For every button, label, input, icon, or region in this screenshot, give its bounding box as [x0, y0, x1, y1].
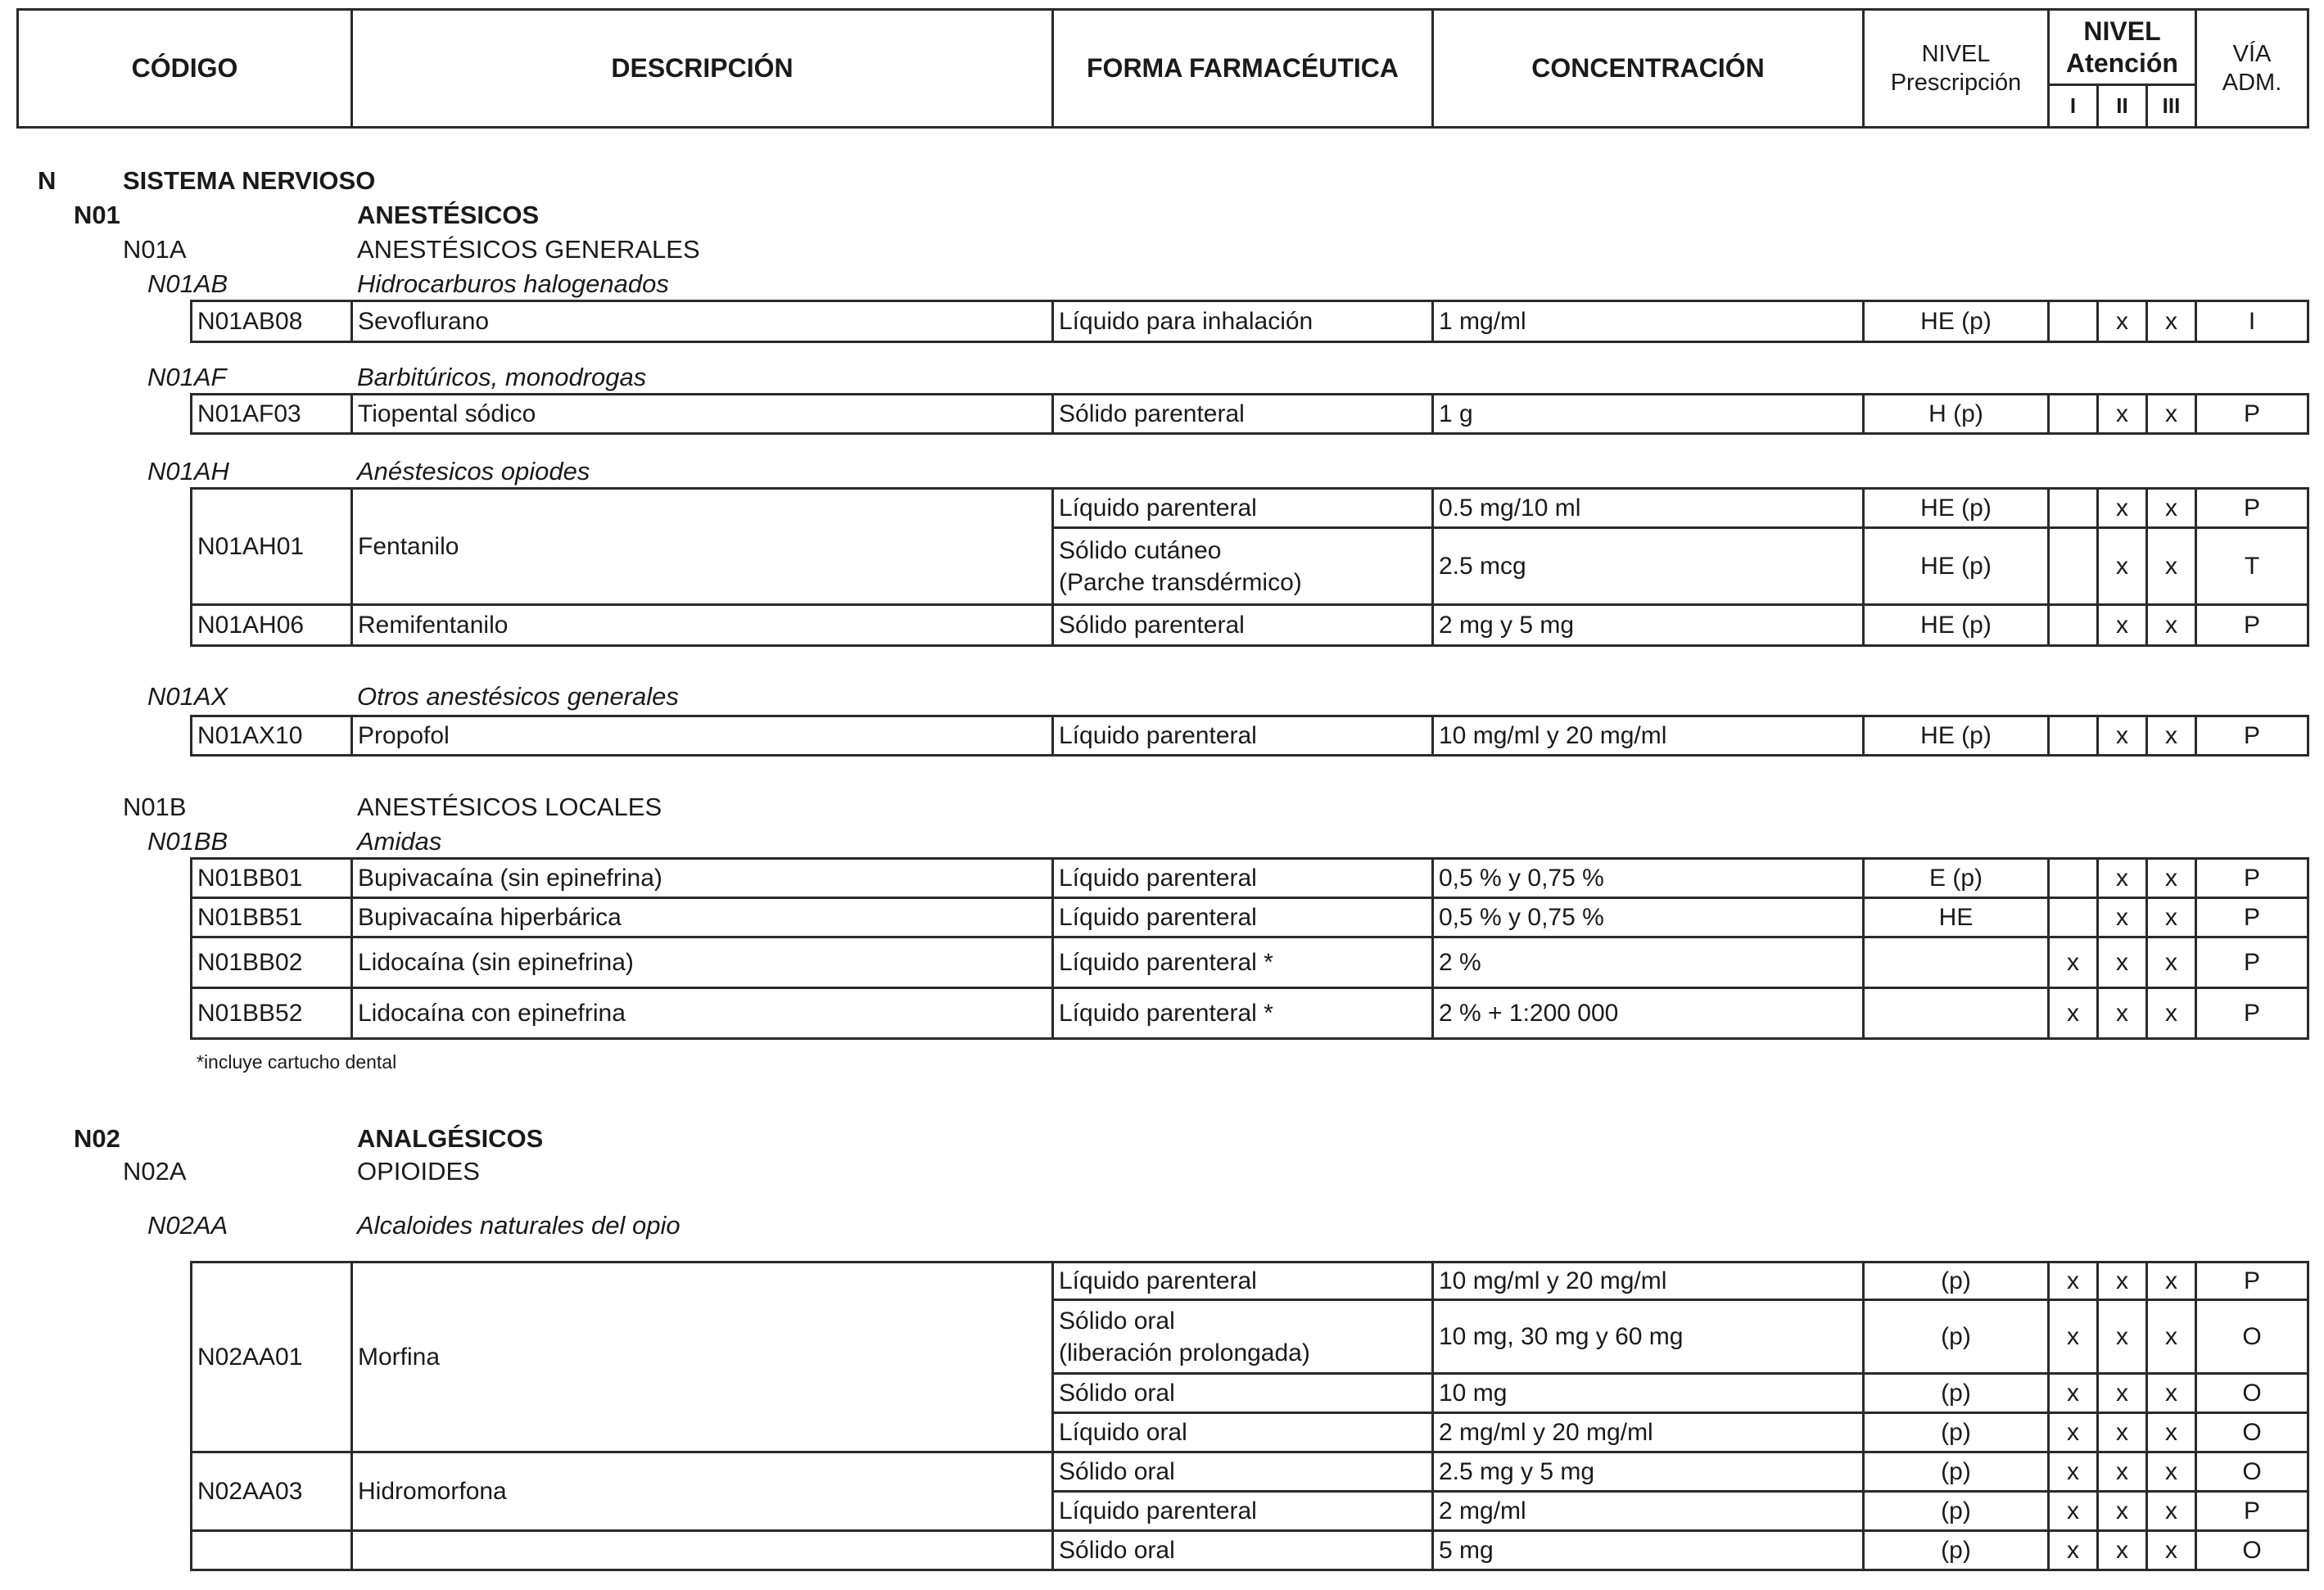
concentration: 2 mg/ml y 20 mg/ml	[1433, 1413, 1864, 1452]
pharmaceutical-form: Sólido parenteral	[1053, 605, 1433, 646]
attention-level-i	[2049, 898, 2098, 937]
attention-level-iii: x	[2147, 1413, 2196, 1452]
drug-table-n01af	[190, 393, 2309, 435]
drug-code: N02AA01	[192, 1263, 352, 1452]
drug-table-n01ab	[190, 300, 2309, 343]
pharmaceutical-form-line2: (Parche transdérmico)	[1059, 568, 1302, 596]
attention-level-iii: x	[2147, 1263, 2196, 1300]
concentration: 5 mg	[1433, 1531, 1864, 1570]
table-row	[192, 716, 2308, 756]
administration-route: P	[2196, 605, 2308, 646]
section-title: ANESTÉSICOS GENERALES	[357, 235, 700, 264]
table-row	[192, 1263, 2308, 1300]
prescription-level: (p)	[1864, 1300, 2049, 1374]
attention-level-ii: x	[2098, 1452, 2147, 1492]
attention-level-iii: x	[2147, 395, 2196, 434]
drug-code: N01AB08	[192, 301, 352, 342]
drug-description: Tiopental sódico	[352, 395, 1053, 434]
table-row	[192, 301, 2308, 342]
attention-level-iii: x	[2147, 1531, 2196, 1570]
header-nivel-atencion	[2049, 10, 2196, 85]
attention-level-i: x	[2049, 1452, 2098, 1492]
concentration: 10 mg/ml y 20 mg/ml	[1433, 716, 1864, 756]
header-atencion-iii: III	[2147, 85, 2196, 128]
prescription-level: HE (p)	[1864, 605, 2049, 646]
table-row	[192, 937, 2308, 988]
pharmaceutical-form: Sólido oral	[1053, 1452, 1433, 1492]
pharmaceutical-form: Líquido parenteral	[1053, 1263, 1433, 1300]
attention-level-iii: x	[2147, 988, 2196, 1039]
concentration: 0,5 % y 0,75 %	[1433, 859, 1864, 898]
attention-level-i: x	[2049, 1300, 2098, 1374]
drug-description: Fentanilo	[352, 489, 1053, 605]
attention-level-ii: x	[2098, 898, 2147, 937]
attention-level-i: x	[2049, 1413, 2098, 1452]
drug-description: Propofol	[352, 716, 1053, 756]
drug-description: Sevoflurano	[352, 301, 1053, 342]
administration-route: P	[2196, 489, 2308, 528]
attention-level-i	[2049, 716, 2098, 756]
drug-code	[192, 1531, 352, 1570]
subgroup-code: N01AF	[147, 363, 227, 391]
table-row	[192, 988, 2308, 1039]
pharmaceutical-form: Sólido oral	[1053, 1531, 1433, 1570]
subgroup-title: Barbitúricos, monodrogas	[357, 363, 647, 391]
attention-level-iii: x	[2147, 528, 2196, 605]
prescription-level: H (p)	[1864, 395, 2049, 434]
pharmaceutical-form: Líquido oral	[1053, 1413, 1433, 1452]
attention-level-ii: x	[2098, 859, 2147, 898]
concentration: 1 mg/ml	[1433, 301, 1864, 342]
table-row	[192, 605, 2308, 646]
drug-description: Bupivacaína (sin epinefrina)	[352, 859, 1053, 898]
drug-code: N01AH06	[192, 605, 352, 646]
attention-level-ii: x	[2098, 395, 2147, 434]
drug-code: N01AH01	[192, 489, 352, 605]
administration-route: P	[2196, 1492, 2308, 1531]
pharmaceutical-form	[1053, 1300, 1433, 1374]
subgroup-title: Otros anestésicos generales	[357, 682, 679, 711]
administration-route: P	[2196, 988, 2308, 1039]
subgroup-title: Amidas	[357, 827, 442, 856]
drug-code: N01BB52	[192, 988, 352, 1039]
table-row	[192, 489, 2308, 528]
attention-level-i	[2049, 489, 2098, 528]
concentration: 0.5 mg/10 ml	[1433, 489, 1864, 528]
attention-level-ii: x	[2098, 301, 2147, 342]
attention-level-ii: x	[2098, 528, 2147, 605]
pharmaceutical-form: Líquido parenteral *	[1053, 937, 1433, 988]
attention-level-ii: x	[2098, 988, 2147, 1039]
attention-level-i: x	[2049, 988, 2098, 1039]
attention-level-i: x	[2049, 1492, 2098, 1531]
prescription-level: (p)	[1864, 1492, 2049, 1531]
table-row	[192, 1531, 2308, 1570]
drug-table-n01ax	[190, 715, 2309, 757]
prescription-level: HE (p)	[1864, 489, 2049, 528]
drug-code: N01AX10	[192, 716, 352, 756]
attention-level-ii: x	[2098, 489, 2147, 528]
drug-code: N01AF03	[192, 395, 352, 434]
administration-route: O	[2196, 1452, 2308, 1492]
administration-route: I	[2196, 301, 2308, 342]
attention-level-ii: x	[2098, 716, 2147, 756]
prescription-level: (p)	[1864, 1263, 2049, 1300]
pharmaceutical-form-line2: (liberación prolongada)	[1059, 1339, 1310, 1366]
subgroup-code: N01BB	[147, 827, 228, 856]
pharmaceutical-form: Sólido parenteral	[1053, 395, 1433, 434]
attention-level-iii: x	[2147, 301, 2196, 342]
header-atencion-i: I	[2049, 85, 2098, 128]
drug-code: N01BB51	[192, 898, 352, 937]
drug-description: Lidocaína con epinefrina	[352, 988, 1053, 1039]
subgroup-code: N01AH	[147, 457, 229, 486]
header-via-line2: ADM.	[2222, 69, 2282, 96]
attention-level-i	[2049, 859, 2098, 898]
header-nivel-prescripcion-line1: NIVEL	[1921, 40, 1991, 67]
administration-route: P	[2196, 716, 2308, 756]
section-code: N	[38, 166, 57, 195]
prescription-level: HE (p)	[1864, 716, 2049, 756]
prescription-level	[1864, 988, 2049, 1039]
subgroup-code: N01AB	[147, 269, 228, 298]
drug-description	[352, 1531, 1053, 1570]
header-nivel-prescripcion	[1864, 10, 2049, 128]
section-title: ANALGÉSICOS	[357, 1124, 544, 1153]
section-title: ANESTÉSICOS LOCALES	[357, 793, 662, 821]
section-title: OPIOIDES	[357, 1157, 480, 1186]
administration-route: O	[2196, 1413, 2308, 1452]
header-nivel-atencion-line1: NIVEL	[2083, 16, 2161, 47]
concentration: 0,5 % y 0,75 %	[1433, 898, 1864, 937]
attention-level-ii: x	[2098, 1413, 2147, 1452]
administration-route: T	[2196, 528, 2308, 605]
attention-level-iii: x	[2147, 1374, 2196, 1413]
concentration: 1 g	[1433, 395, 1864, 434]
attention-level-ii: x	[2098, 1300, 2147, 1374]
concentration: 2.5 mg y 5 mg	[1433, 1452, 1864, 1492]
pharmaceutical-form: Líquido parenteral	[1053, 898, 1433, 937]
concentration: 2.5 mcg	[1433, 528, 1864, 605]
attention-level-ii: x	[2098, 1374, 2147, 1413]
drug-description: Bupivacaína hiperbárica	[352, 898, 1053, 937]
prescription-level: E (p)	[1864, 859, 2049, 898]
pharmaceutical-form	[1053, 528, 1433, 605]
section-code: N01A	[123, 235, 187, 264]
section-code: N01	[74, 201, 120, 229]
attention-level-i	[2049, 528, 2098, 605]
pharmaceutical-form: Sólido oral	[1053, 1374, 1433, 1413]
attention-level-iii: x	[2147, 605, 2196, 646]
attention-level-i: x	[2049, 937, 2098, 988]
prescription-level: HE (p)	[1864, 301, 2049, 342]
subgroup-title: Hidrocarburos halogenados	[357, 269, 669, 298]
administration-route: P	[2196, 395, 2308, 434]
attention-level-iii: x	[2147, 1452, 2196, 1492]
subgroup-code: N02AA	[147, 1211, 228, 1240]
administration-route: P	[2196, 898, 2308, 937]
section-code: N01B	[123, 793, 187, 821]
header-via-adm	[2196, 10, 2308, 128]
section-code: N02	[74, 1124, 120, 1153]
attention-level-iii: x	[2147, 898, 2196, 937]
concentration: 10 mg	[1433, 1374, 1864, 1413]
pharmaceutical-form: Líquido para inhalación	[1053, 301, 1433, 342]
administration-route: O	[2196, 1300, 2308, 1374]
section-title: ANESTÉSICOS	[357, 201, 540, 229]
drug-table-n01ah	[190, 487, 2309, 647]
subgroup-title: Anéstesicos opiodes	[357, 457, 590, 486]
administration-route: O	[2196, 1531, 2308, 1570]
header-atencion-ii: II	[2098, 85, 2147, 128]
drug-description: Morfina	[352, 1263, 1053, 1452]
attention-level-i	[2049, 605, 2098, 646]
pharmaceutical-form: Líquido parenteral	[1053, 1492, 1433, 1531]
header-via-line1: VÍA	[2232, 40, 2272, 67]
attention-level-i: x	[2049, 1374, 2098, 1413]
concentration: 2 % + 1:200 000	[1433, 988, 1864, 1039]
table-row	[192, 859, 2308, 898]
table-row	[192, 898, 2308, 937]
drug-code: N02AA03	[192, 1452, 352, 1531]
column-header-table	[16, 8, 2309, 129]
header-descripcion: DESCRIPCIÓN	[352, 10, 1053, 128]
prescription-level: (p)	[1864, 1531, 2049, 1570]
attention-level-ii: x	[2098, 1263, 2147, 1300]
concentration: 2 mg/ml	[1433, 1492, 1864, 1531]
drug-description: Lidocaína (sin epinefrina)	[352, 937, 1053, 988]
prescription-level: (p)	[1864, 1374, 2049, 1413]
attention-level-ii: x	[2098, 1492, 2147, 1531]
pharmaceutical-form: Líquido parenteral	[1053, 489, 1433, 528]
attention-level-ii: x	[2098, 937, 2147, 988]
prescription-level	[1864, 937, 2049, 988]
prescription-level: (p)	[1864, 1413, 2049, 1452]
drug-table-n01bb	[190, 857, 2309, 1040]
pharmaceutical-form-line1: Sólido cutáneo	[1059, 536, 1222, 564]
table-row	[192, 395, 2308, 434]
header-codigo: CÓDIGO	[18, 10, 352, 128]
section-title: SISTEMA NERVIOSO	[123, 166, 376, 195]
drug-code: N01BB01	[192, 859, 352, 898]
prescription-level: HE	[1864, 898, 2049, 937]
header-nivel-atencion-line2: Atención	[2066, 47, 2178, 78]
attention-level-iii: x	[2147, 937, 2196, 988]
attention-level-i: x	[2049, 1263, 2098, 1300]
section-code: N02A	[123, 1157, 187, 1186]
attention-level-iii: x	[2147, 1300, 2196, 1374]
prescription-level: (p)	[1864, 1452, 2049, 1492]
drug-code: N01BB02	[192, 937, 352, 988]
drug-description: Remifentanilo	[352, 605, 1053, 646]
pharmaceutical-form: Líquido parenteral *	[1053, 988, 1433, 1039]
drug-table-n02aa	[190, 1261, 2309, 1571]
administration-route: O	[2196, 1374, 2308, 1413]
attention-level-iii: x	[2147, 716, 2196, 756]
header-nivel-prescripcion-line2: Prescripción	[1890, 69, 2022, 96]
concentration: 10 mg/ml y 20 mg/ml	[1433, 1263, 1864, 1300]
concentration: 2 %	[1433, 937, 1864, 988]
attention-level-ii: x	[2098, 605, 2147, 646]
header-forma: FORMA FARMACÉUTICA	[1053, 10, 1433, 128]
table-row	[192, 1452, 2308, 1492]
attention-level-iii: x	[2147, 489, 2196, 528]
drug-description: Hidromorfona	[352, 1452, 1053, 1531]
attention-level-i	[2049, 395, 2098, 434]
footnote: *incluye cartucho dental	[197, 1051, 397, 1073]
administration-route: P	[2196, 1263, 2308, 1300]
subgroup-title: Alcaloides naturales del opio	[357, 1211, 680, 1240]
pharmaceutical-form: Líquido parenteral	[1053, 716, 1433, 756]
prescription-level: HE (p)	[1864, 528, 2049, 605]
pharmaceutical-form: Líquido parenteral	[1053, 859, 1433, 898]
administration-route: P	[2196, 859, 2308, 898]
header-concentracion: CONCENTRACIÓN	[1433, 10, 1864, 128]
attention-level-ii: x	[2098, 1531, 2147, 1570]
administration-route: P	[2196, 937, 2308, 988]
attention-level-i: x	[2049, 1531, 2098, 1570]
concentration: 2 mg y 5 mg	[1433, 605, 1864, 646]
attention-level-iii: x	[2147, 1492, 2196, 1531]
pharmaceutical-form-line1: Sólido oral	[1059, 1307, 1175, 1335]
concentration: 10 mg, 30 mg y 60 mg	[1433, 1300, 1864, 1374]
attention-level-i	[2049, 301, 2098, 342]
attention-level-iii: x	[2147, 859, 2196, 898]
subgroup-code: N01AX	[147, 682, 228, 711]
